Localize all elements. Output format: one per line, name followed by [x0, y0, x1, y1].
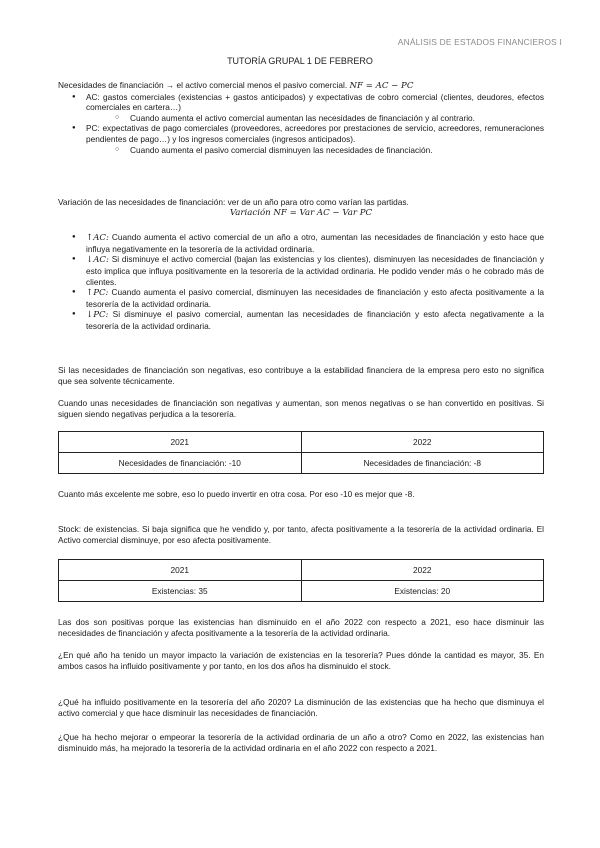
paragraph: Cuanto más excelente me sobre, eso lo puedo invertir en otra cosa. Por eso -10 es mejor que -8.	[58, 489, 415, 499]
list-item	[58, 309, 544, 331]
list-item	[58, 145, 544, 156]
pc-sub-text: Cuando aumenta el pasivo comercial disminuyen las necesidades de financiación.	[130, 144, 433, 155]
variacion-formula: Variación NF = Var AC − Var PC	[229, 207, 373, 218]
list-item	[58, 92, 544, 113]
table-cell: Necesidades de financiación: -10	[59, 453, 302, 474]
paragraph: Las dos son positivas porque las existencias han disminuido en el año 2022 con respecto a 2021, eso hace disminuir las necesidades de financiación y afecta positivamente a la tesorería de la actividad ordinaria.	[58, 617, 544, 638]
page-header: ANÁLISIS DE ESTADOS FINANCIEROS I	[397, 37, 562, 47]
list-item	[58, 232, 544, 254]
nf-table	[58, 431, 544, 474]
table-cell: Existencias: 20	[301, 581, 544, 602]
variacion-section	[58, 197, 544, 332]
table-cell: Existencias: 35	[59, 581, 302, 602]
page-title: TUTORÍA GRUPAL 1 DE FEBRERO	[227, 56, 373, 66]
item-text: Cuando aumenta el pasivo comercial, disminuyen las necesidades de financiación y esto afecta positivamente a la tesorería de la actividad ordinaria.	[86, 287, 544, 309]
list-item	[58, 287, 544, 309]
paragraph: Cuando unas necesidades de financiación son negativas y aumentan, son menos negativas o se han convertido en positivas. Si siguen siendo negativas perjudica a la tesorería.	[58, 398, 544, 419]
paragraph: ¿Qué ha influido positivamente en la tesorería del año 2020? La disminución de las existencias que ha hecho que disminuya el activo comercial y que hace disminuir las necesidades de financiación.	[58, 697, 544, 718]
pc-text: PC: expectativas de pago comerciales (proveedores, acreedores por prestaciones de servicio, acreedores, remuneraciones pendientes de pago…) y los ingresos comerciales (ingresos anticipados).	[86, 123, 544, 144]
table-header-2021: 2021	[59, 560, 302, 581]
list-item	[58, 254, 544, 287]
item-text: Si disminuye el activo comercial (bajan las existencias y los clientes), disminuyen las necesidades de financiación y esto implica que influya positivamente en la tesorería de la actividad ordinaria. He podido vender más o he cobrado más de clientes.	[86, 254, 544, 287]
variacion-list	[58, 232, 544, 331]
table-header-2022: 2022	[301, 560, 544, 581]
ac-sub-text: Cuando aumenta el activo comercial aumentan las necesidades de financiación y al contrario.	[130, 112, 475, 123]
variacion-intro: Variación de las necesidades de financiación: ver de un año para otro como varían las partidas.	[58, 197, 409, 207]
table-header-2021: 2021	[59, 432, 302, 453]
paragraph: ¿Que ha hecho mejorar o empeorar la tesorería de la actividad ordinaria de un año a otro? Como en 2022, las existencias han disminuido más, ha mejorado la tesorería de la actividad ordinaria en el año 2022 con respecto a 2021.	[58, 732, 544, 753]
paragraph: ¿En qué año ha tenido un mayor impacto la variación de existencias en la tesorería? Pues dónde la cantidad es mayor, 35. En ambos casos ha influido positivamente y por tanto, en los dos años ha disminuido el stock.	[58, 650, 544, 671]
item-text: Si disminuye el pasivo comercial, aumentan las necesidades de financiación y esto afecta negativamente a la tesorería de la actividad ordinaria.	[86, 309, 544, 331]
nf-list	[58, 92, 544, 156]
arrow-up-pc: ↑PC:	[86, 288, 109, 299]
nf-section	[58, 80, 544, 155]
nf-intro	[58, 80, 544, 92]
existencias-table	[58, 559, 544, 602]
item-text: Cuando aumenta el activo comercial de un año a otro, aumentan las necesidades de financiación y esto hace que influya negativamente en la tesorería de la actividad ordinaria.	[86, 232, 544, 254]
arrow-down-ac: ↓AC:	[86, 255, 109, 266]
paragraph: Si las necesidades de financiación son negativas, eso contribuye a la estabilidad financiera de la empresa pero esto no significa que sea solvente técnicamente.	[58, 365, 544, 386]
list-item	[58, 113, 544, 124]
arrow-up-ac: ↑AC:	[86, 233, 109, 244]
nf-intro-text: Necesidades de financiación → el activo comercial menos el pasivo comercial.	[58, 80, 348, 90]
table-cell: Necesidades de financiación: -8	[301, 453, 544, 474]
arrow-down-pc: ↓PC:	[86, 310, 109, 321]
ac-text: AC: gastos comerciales (existencias + gastos anticipados) y expectativas de cobro comercial (clientes, deudores, efectos comerciales en cartera…)	[86, 91, 544, 113]
paragraph: Stock: de existencias. Si baja significa que he vendido y, por tanto, afecta positivamente a la tesorería de la actividad ordinaria. El Activo comercial disminuye, por eso afecta positivamente.	[58, 524, 544, 545]
nf-formula: NF = AC − PC	[349, 81, 414, 91]
table-header-2022: 2022	[301, 432, 544, 453]
list-item	[58, 123, 544, 144]
